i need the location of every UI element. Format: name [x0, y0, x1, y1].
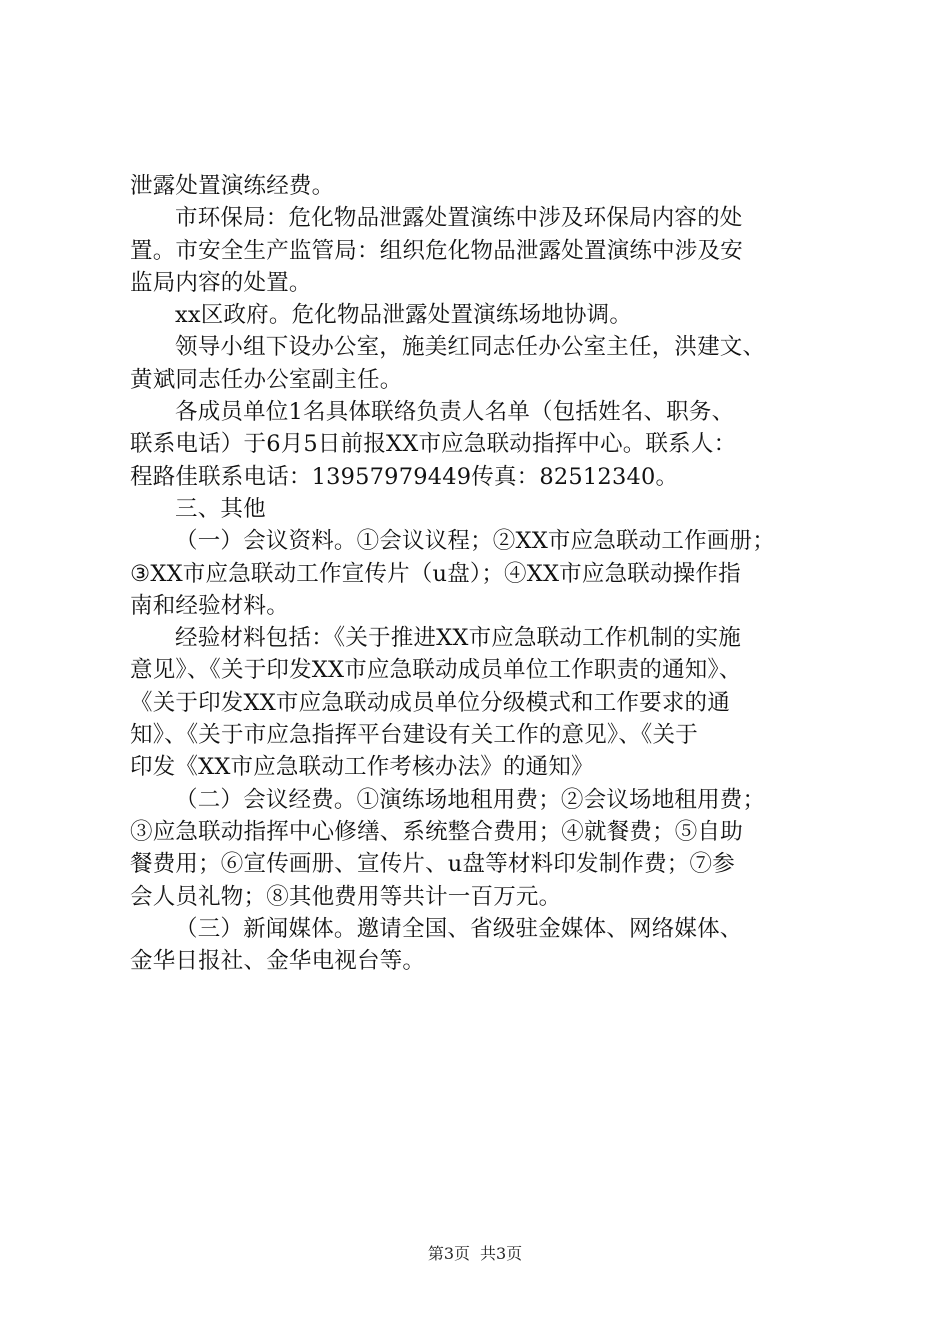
document-body	[130, 170, 830, 977]
body-line: 程路佳联系电话：13957979449传真：82512340。	[130, 463, 679, 490]
body-line: （二）会议经费。①演练场地租用费；②会议场地租用费；	[175, 786, 766, 813]
body-line: 市环保局：危化物品泄露处置演练中涉及环保局内容的处	[175, 205, 743, 232]
body-line: ③XX市应急联动工作宣传片（u盘）；④XX市应急联动操作指	[130, 560, 741, 587]
body-line: 三、其他	[175, 495, 266, 522]
body-line: 意见》、《关于印发XX市应急联动成员单位工作职责的通知》、	[130, 657, 742, 684]
body-line: 经验材料包括：《关于推进XX市应急联动工作机制的实施	[175, 625, 741, 652]
body-line: 《关于印发XX市应急联动成员单位分级模式和工作要求的通	[130, 689, 730, 716]
body-line: 南和经验材料。	[130, 592, 289, 619]
body-line: 餐费用；⑥宣传画册、宣传片、u盘等材料印发制作费；⑦参	[130, 851, 735, 878]
body-line: 领导小组下设办公室，施美红同志任办公室主任，洪建文、	[175, 334, 766, 361]
body-line: 泄露处置演练经费。	[130, 173, 335, 199]
body-line: 会人员礼物；⑧其他费用等共计一百万元。	[130, 883, 562, 910]
body-line: xx区政府。危化物品泄露处置演练场地协调。	[175, 302, 633, 329]
body-line: （三）新闻媒体。邀请全国、省级驻金媒体、网络媒体、	[175, 915, 743, 942]
body-line: 置。市安全生产监管局：组织危化物品泄露处置演练中涉及安	[130, 237, 743, 264]
page-footer	[0, 1244, 950, 1264]
body-line: ③应急联动指挥中心修缮、系统整合费用；④就餐费；⑤自助	[130, 818, 743, 845]
body-line: 联系电话）于6月5日前报XX市应急联动指挥中心。联系人：	[130, 431, 737, 458]
body-line: 印发《XX市应急联动工作考核办法》的通知》	[130, 754, 594, 781]
body-line: 各成员单位1名具体联络负责人名单（包括姓名、职务、	[175, 399, 735, 426]
body-line: 金华日报社、金华电视台等。	[130, 948, 426, 975]
body-line: 黄斌同志任办公室副主任。	[130, 366, 403, 393]
body-line: （一）会议资料。①会议议程；②XX市应急联动工作画册；	[175, 528, 775, 555]
page-number-total: 共3页	[480, 1244, 523, 1263]
body-line: 监局内容的处置。	[130, 269, 312, 296]
page-number-current: 第3页	[427, 1244, 470, 1263]
body-line: 知》、《关于市应急指挥平台建设有关工作的意见》、《关于	[130, 722, 698, 749]
